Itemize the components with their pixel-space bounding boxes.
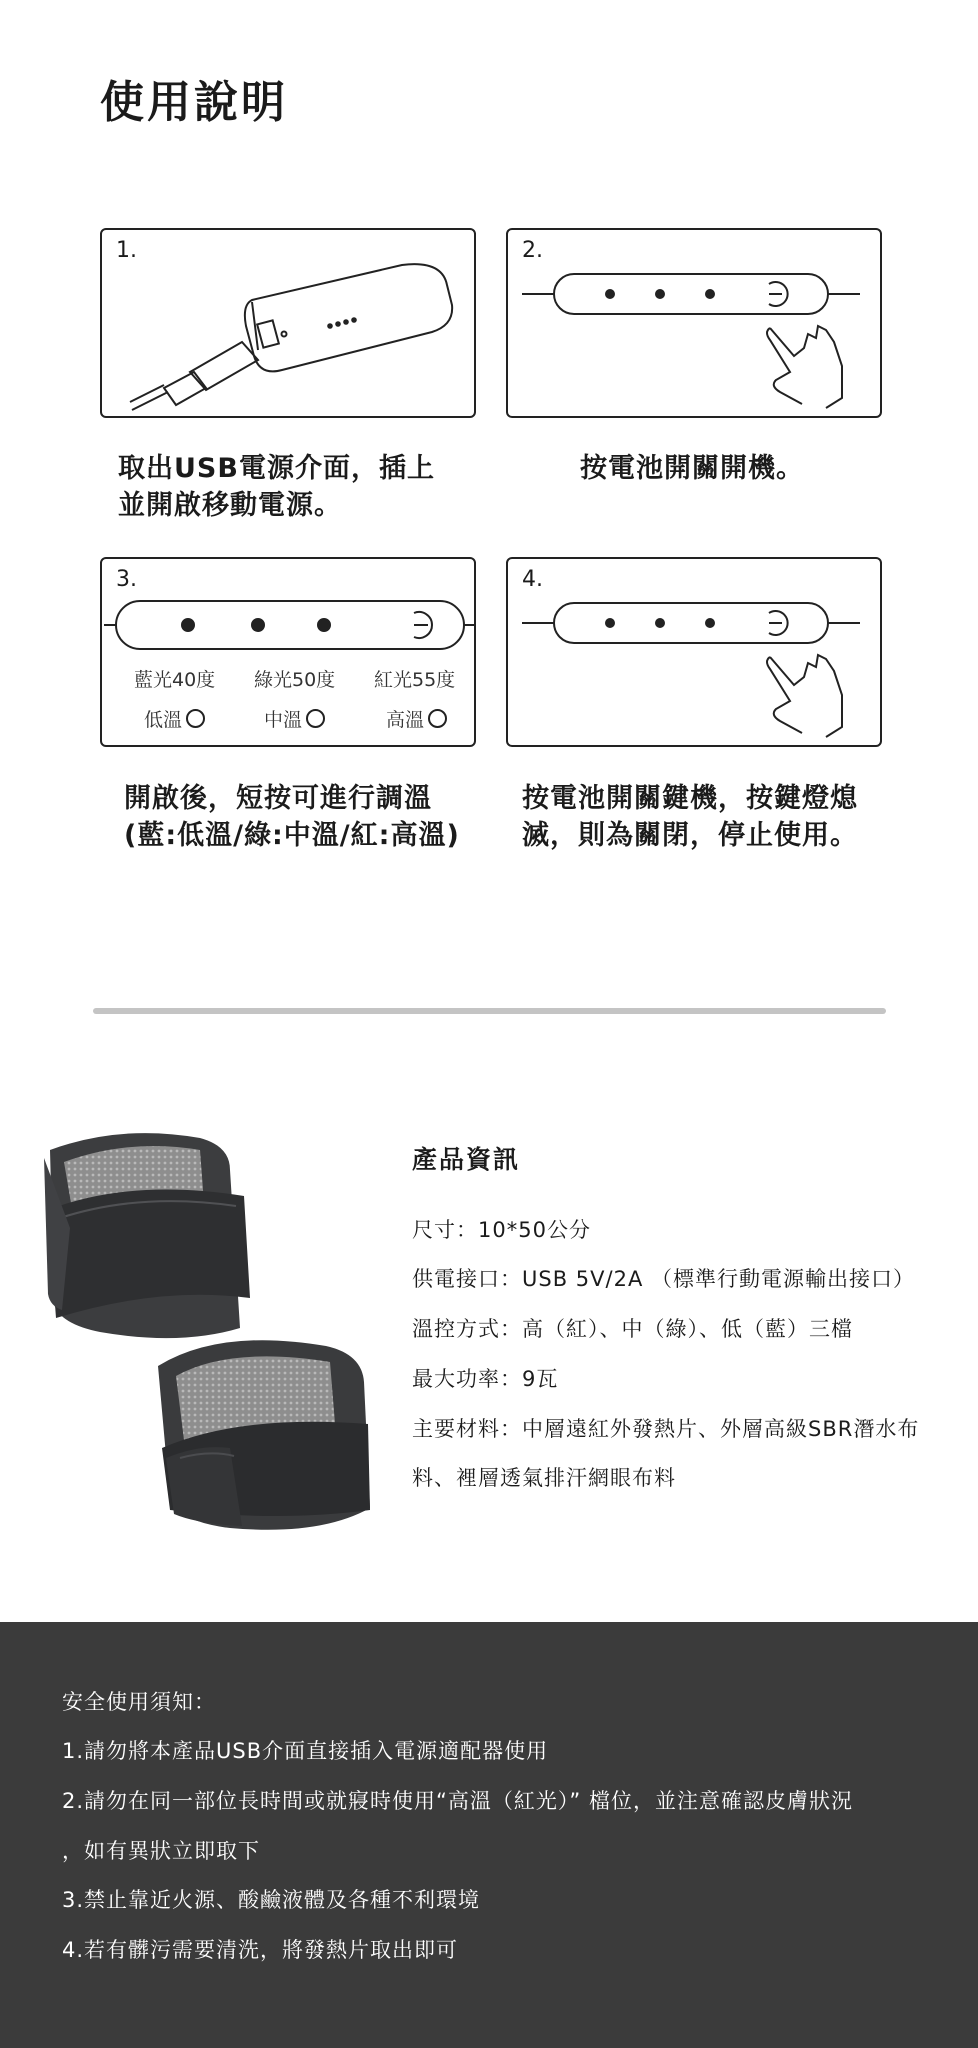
spec-materials-cont: 料、裡層透氣排汗網眼布料 — [412, 1466, 676, 1490]
step-4-caption — [522, 780, 858, 854]
caption-line: 並開啟移動電源。 — [118, 490, 342, 521]
section-divider — [93, 1008, 886, 1014]
power-bank-icon — [102, 230, 478, 420]
step-number: 3. — [116, 567, 137, 592]
spec-materials: 主要材料：中層遠紅外發熱片、外層高級SBR潛水布 — [412, 1417, 920, 1441]
temp-label: 藍光40度 — [134, 669, 216, 691]
temp-level-label: 低溫 — [144, 709, 183, 731]
safety-notice-item: 3.禁止靠近火源、酸鹼液體及各種不利環境 — [62, 1888, 481, 1912]
temp-label: 綠光50度 — [254, 669, 336, 691]
safety-notice-item: 4.若有髒污需要清洗，將發熱片取出即可 — [62, 1938, 459, 1962]
spec-power-input: 供電接口：USB 5V/2A （標準行動電源輸出接口） — [412, 1267, 915, 1291]
step-3-panel — [100, 557, 476, 747]
temp-level-high — [386, 705, 447, 732]
temp-level-label: 高溫 — [386, 709, 425, 731]
step-3-caption — [124, 780, 460, 854]
step-number: 4. — [522, 567, 543, 592]
step-4-panel — [506, 557, 882, 747]
temp-label: 紅光55度 — [374, 669, 456, 691]
temp-level-medium — [264, 705, 325, 732]
spec-temperature-control: 溫控方式：高（紅）、中（綠）、低（藍）三檔 — [412, 1317, 853, 1341]
temp-level-label: 中溫 — [264, 709, 303, 731]
step-number: 1. — [116, 238, 137, 263]
usb-plug-icon — [130, 342, 258, 410]
battery-controller-icon — [508, 230, 884, 420]
caption-line: 按電池開關鍵機，按鍵燈熄 — [522, 783, 858, 814]
step-2-caption — [580, 450, 804, 487]
pointing-hand-icon — [767, 326, 842, 408]
safety-notice-item: 1.請勿將本產品USB介面直接插入電源適配器使用 — [62, 1739, 549, 1763]
safety-notice-panel — [0, 1622, 978, 2048]
page-title: 使用說明 — [100, 77, 288, 128]
indicator-circle-icon — [428, 709, 447, 728]
power-icon — [769, 282, 788, 306]
wrist-wrap-photo — [30, 1118, 370, 1538]
step-1-caption — [118, 450, 435, 524]
product-info-title: 產品資訊 — [412, 1145, 521, 1174]
caption-line: 按電池開關開機。 — [580, 453, 804, 484]
caption-line: (藍:低溫/綠:中溫/紅:高溫) — [124, 820, 460, 851]
safety-notice-title: 安全使用須知： — [62, 1690, 216, 1714]
pointing-hand-icon — [767, 655, 842, 737]
step-number: 2. — [522, 238, 543, 263]
safety-notice-item: 2.請勿在同一部位長時間或就寢時使用“高溫（紅光）” 檔位，並注意確認皮膚狀況 — [62, 1789, 853, 1813]
step-1-panel — [100, 228, 476, 418]
caption-line: 取出USB電源介面，插上 — [118, 453, 435, 484]
spec-size: 尺寸：10*50公分 — [412, 1218, 591, 1242]
spec-max-power: 最大功率：9瓦 — [412, 1367, 559, 1391]
safety-notice-item-cont: ，如有異狀立即取下 — [62, 1839, 260, 1863]
step-2-panel — [506, 228, 882, 418]
power-icon — [769, 611, 788, 635]
battery-controller-icon — [508, 559, 884, 749]
caption-line: 開啟後，短按可進行調溫 — [124, 783, 432, 814]
power-icon — [414, 612, 432, 638]
indicator-circle-icon — [186, 709, 205, 728]
caption-line: 滅，則為關閉，停止使用。 — [522, 820, 858, 851]
indicator-circle-icon — [306, 709, 325, 728]
temp-level-low — [144, 705, 205, 732]
